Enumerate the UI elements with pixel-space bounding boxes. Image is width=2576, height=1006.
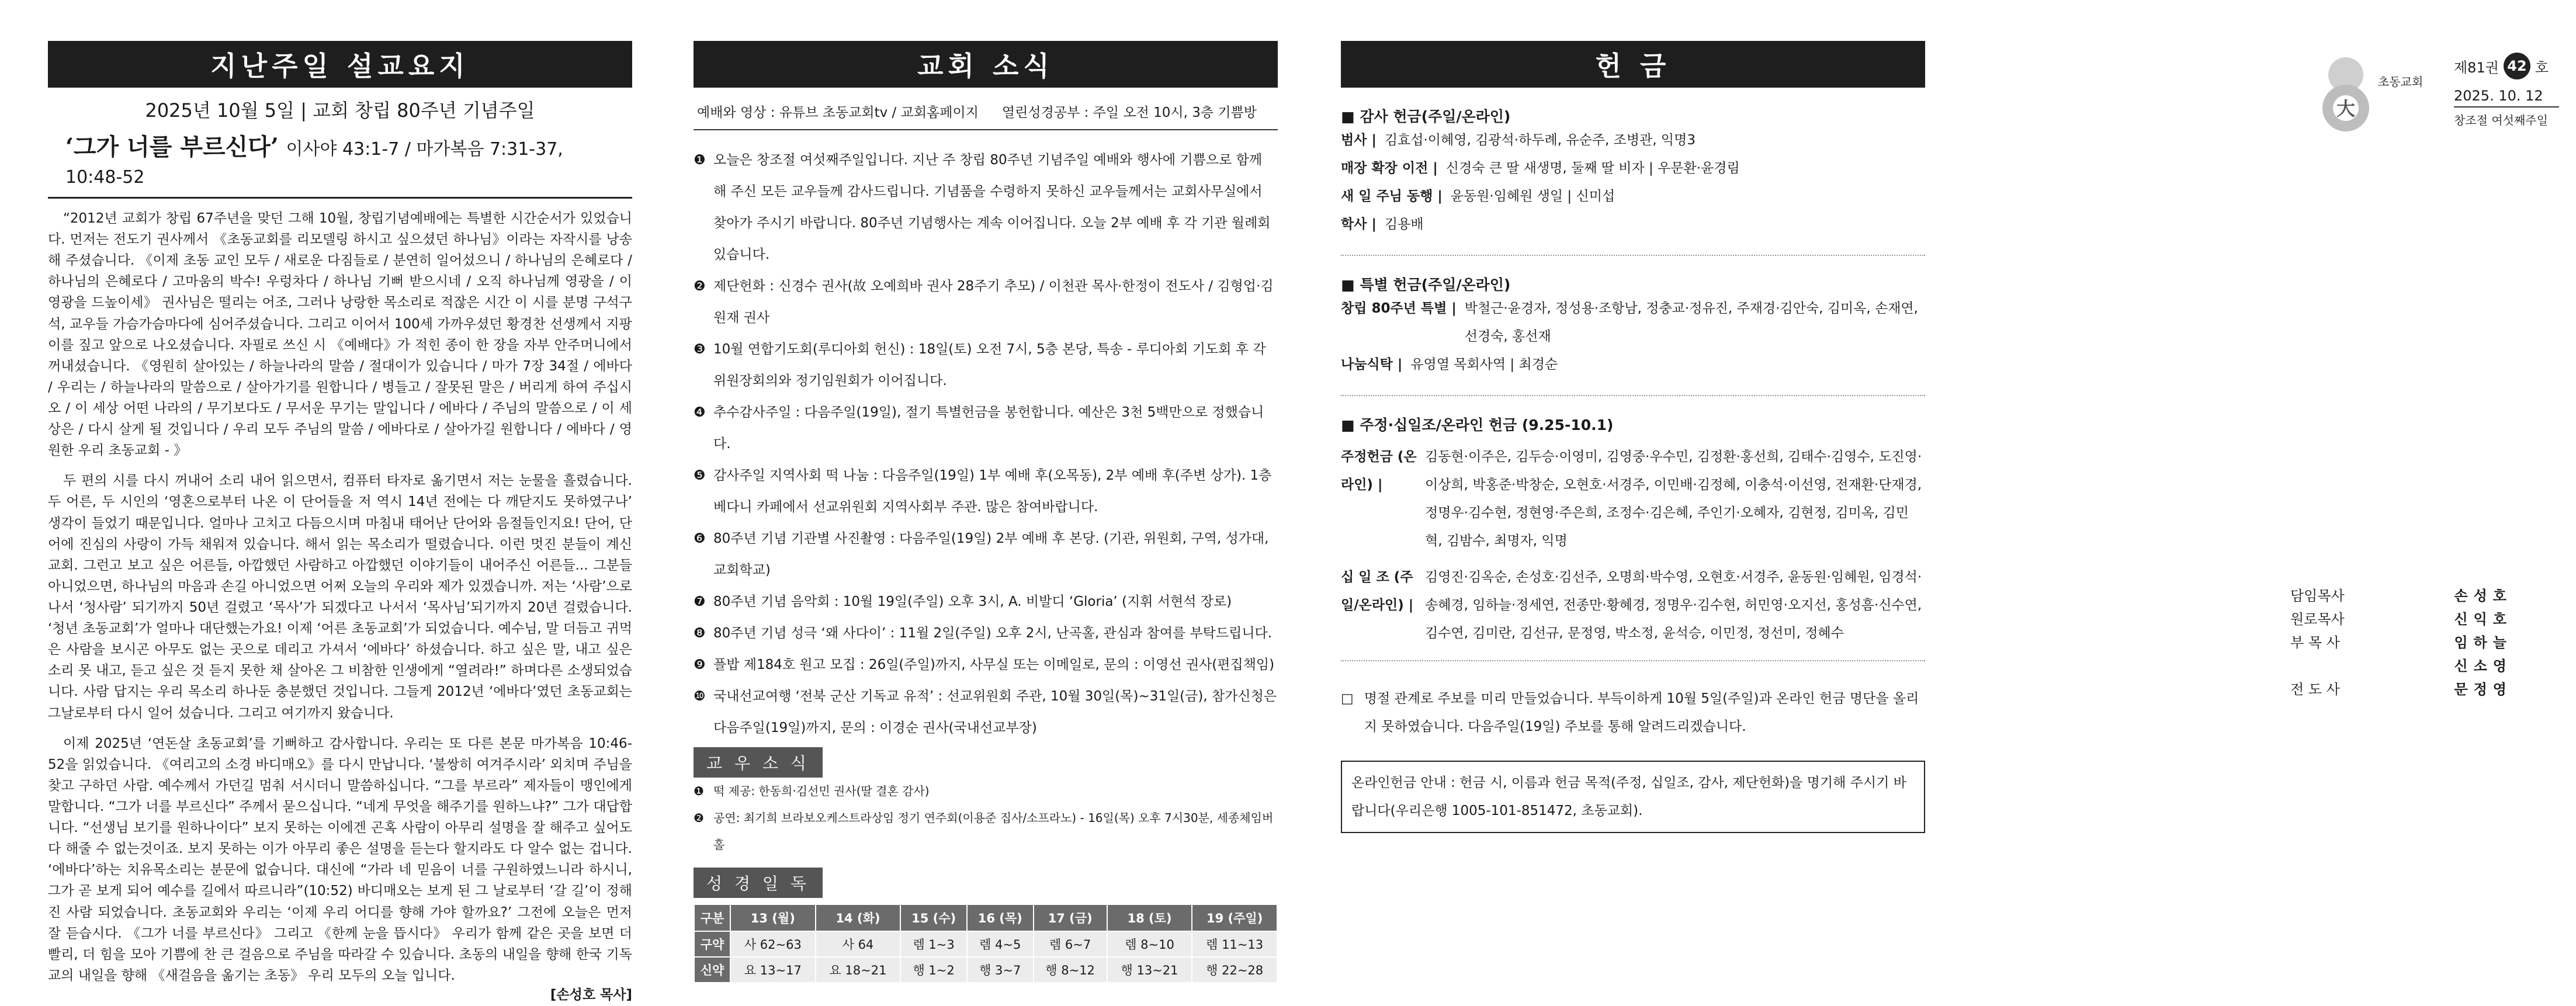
issue-date: 2025. 10. 12	[2454, 88, 2559, 107]
offering-label: 나눔식탁 |	[1341, 357, 1403, 372]
sermon-paragraph: 이제 2025년 ‘연돈살 초동교회’를 기뻐하고 감사합니다. 우리는 또 다른 본문 마가복음 10:46-52을 읽었습니다. 《여리고의 소경 바디매오》를 다시 만납니다. ‘불쌍히 여겨주시라’ 외치며 주님을 찾고 구하던 사람. 예수께서 가던길 멈춰 서시더니 말씀하십니다. “그를 부르라” 제자들이 맹인에게 말합니다. “그가 너를 부르신다” 주께서 묻으십니다. “네게 무엇을 해주기를 원하느냐?” 그가 대답합니다. “선생님 보기를 원하나이다” 보지 못하는 이에겐 곤혹 사람이 아무리 설명을 잘 해주고 싶어도 다 해줄 수 없는것이죠. 보지 못하는 이가 아무리 좋은 설명을 듣는다 할지라도 다 알수 없는 겁니다. ‘에바다’하는 치유목소리는 분문에 없습니다. 대신에 “가라 네 믿음이 너를 구원하였느니라 하시니, 그가 곧 보게 되어 예수를 길에서 따르니라”(10:52) 바디매오는 보게 된 그 날로부터 ‘갈 길’이 정해진 사람 되었습니다. 초동교회와 우리는 ‘이제 우리 어디를 향해 가야 할까요?’ 그전에 오늘은 먼저 잘 듣습시다. 《그가 너를 부르신다》 그리고 《한께 눈을 뜹시다》 우리가 함께 같은 곳을 보면 더 빨리, 더 힘을 모아 기쁨에 찬 큰 걸음으로 주님을 따라갈 수 있습니다. 초동의 내일을 향해 한국 기독교의 내일을 향해 《새걸음을 옮기는 초동》 우리 모두의 오늘 입니다.	[48, 736, 632, 983]
offering-row	[1341, 210, 1925, 238]
staff-name: 손성호	[2454, 588, 2512, 604]
church-name: 초동교회	[2378, 75, 2424, 89]
table-header-cell: 18 (토)	[1107, 904, 1192, 931]
news-item	[694, 618, 1278, 649]
sermon-header: 지난주일 설교요지	[48, 41, 632, 88]
staff-row	[2290, 631, 2512, 654]
staff-role: 전 도 사	[2290, 681, 2340, 698]
staff-row	[2290, 678, 2512, 701]
table-header-cell: 19 (주일)	[1192, 904, 1277, 931]
news-item	[694, 334, 1278, 397]
news-item	[694, 460, 1278, 523]
news-item	[694, 586, 1278, 618]
table-row	[694, 931, 1277, 957]
offering-row	[1341, 443, 1925, 555]
offering-names: 김효섭·이혜영, 김광석·하두례, 유순주, 조병관, 익명3	[1384, 133, 1696, 148]
worship-video-info: 예배와 영상 : 유튜브 초동교회tv / 교회홈페이지	[697, 105, 979, 120]
news-item	[694, 270, 1278, 334]
staff-row	[2290, 584, 2512, 608]
staff-list	[2290, 584, 2512, 701]
offering-label: 학사 |	[1341, 217, 1377, 232]
table-header-cell: 15 (수)	[900, 904, 967, 931]
member-news-number: ❷	[694, 811, 704, 825]
news-item-number: ❻	[694, 531, 706, 546]
offering-names: 김동현·이주은, 김두승·이영미, 김영중·우수민, 김정환·홍선희, 김태수·김영수, 도진영·이상희, 박홍준·박창순, 오현호·서경주, 이민배·김정혜, 이충석·이선영, 전재환·단재경, 정명우·김수현, 정현영·주은희, 조정수·김은혜, 주인기·오혜자, 김현정, 김미옥, 김민혁, 김밤수, 최명자, 익명	[1425, 449, 1922, 549]
staff-row	[2290, 608, 2512, 631]
news-list	[694, 144, 1278, 744]
tithe-offering-heading: ■ 주정·십일조/온라인 헌금 (9.25-10.1)	[1341, 417, 1614, 433]
offering-label: 새 일 주님 동행 |	[1341, 189, 1443, 204]
sermon-title	[48, 129, 632, 189]
offering-names: 김용배	[1384, 217, 1424, 232]
thanks-offering-list	[1341, 126, 1925, 238]
news-item-text: 감사주일 지역사회 떡 나눔 : 다음주일(19일) 1부 예배 후(오목동), 2부 예배 후(주변 상가). 1층 베다니 카페에서 선교위원회 지역사회부 주관. 많은 참여바랍니다.	[713, 468, 1272, 515]
volume: 제81권	[2454, 59, 2499, 76]
news-item-text: 제단헌화 : 신경수 권사(故 오예희바 권사 28주기 추모) / 이천관 목사·한정이 전도사 / 김형업·김원재 권사	[713, 279, 1274, 325]
news-item-number: ❺	[694, 468, 706, 483]
news-item-number: ❸	[694, 342, 706, 357]
table-cell: 행 13~21	[1107, 957, 1192, 983]
offering-label: 주정헌금 (온라인) |	[1341, 449, 1417, 492]
divider	[48, 197, 632, 199]
bible-study-info: 열린성경공부 : 주일 오전 10시, 3층 기쁨방	[1001, 105, 1257, 120]
offering-label: 창립 80주년 특별 |	[1341, 301, 1457, 316]
member-news-text: 떡 제공: 한동희·김선민 권사(딸 결혼 감사)	[713, 784, 930, 798]
tithe-offering-list	[1341, 443, 1925, 647]
table-cell: 렘 4~5	[967, 931, 1034, 957]
table-cell: 렘 6~7	[1034, 931, 1107, 957]
offering-row	[1341, 154, 1925, 182]
news-item-number: ❷	[694, 279, 706, 294]
news-item-text: 80주년 기념 기관별 사진촬영 : 다음주일(19일) 2부 예배 후 본당. (기관, 위원회, 구역, 성가대, 교회학교)	[713, 531, 1269, 578]
table-header-cell: 13 (월)	[730, 904, 816, 931]
news-item	[694, 681, 1278, 744]
special-offering-heading: ■ 특별 헌금(주일/온라인)	[1341, 276, 1511, 293]
liturgical-sunday: 창조절 여섯째주일	[2454, 113, 2548, 127]
sermon-paragraph: “2012년 교회가 창립 67주년을 맞던 그해 10월, 창립기념예배에는 특별한 시간순서가 있었습니다. 먼저는 전도기 권사께서 《초동교회를 리모델링 하시고 싶으셨던 하나님》이라는 자작시를 낭송해 주셨습니다. 《이제 초동 교인 모두 / 새로운 다짐들로 / 분연히 일어섰으니 / 하나님의 은혜로다 / 하나님의 은혜로다 / 고마움의 박수! 우렁차다 / 하나님 기뻐 받으시네 / 오직 하나님께 영광을 / 이 영광을 드높이세》 권사님은 떨리는 어조, 그러나 낭랑한 목소리로 적잖은 시간 이 시를 분명 구석구석, 교우들 가슴가슴마다에 심어주셨습니다. 그리고 이어서 100세 가까우셨던 황경찬 선생께서 지팡이를 짚고 앞으로 나오셨습니다. 자필로 쓰신 시 《예배다》가 적힌 종이 한 장을 자부 안주머니에서 꺼내셨습니다. 《영원히 살아있는 / 하늘나라의 말씀 / 절대이가 있습니다 / 마가 7장 34절 / 에바다 / 우리는 / 하늘나라의 말씀으로 / 살아가기를 원합니다 / 병들고 / 잘못된 말은 / 버리게 하여 주십시오 / 이 세상 어떤 나라의 / 무기보다도 / 무서운 무기는 말입니다 / 에바다 / 주님의 말씀으로 / 이 세상은 / 다시 살게 될 것입니다 / 우리 모두 주님의 말씀 / 에바다로 / 살아가길 원합니다 / 에바다 / 영원한 우리 초동교회 - 》	[48, 211, 632, 459]
offering-names: 김영진·김옥순, 손성호·김선주, 오명희·박수영, 오현호·서경주, 윤동원·임혜원, 임경석·송혜경, 임하늘·정세연, 전종만·황혜경, 정명우·김수현, 허민영·오지선, 홍성흠·신수연, 김수연, 김미란, 김선규, 문정영, 박소정, 윤석승, 이민정, 정선미, 정혜수	[1425, 570, 1922, 641]
members-news-list	[694, 778, 1278, 858]
offering-names: 박철근·윤경자, 정성용·조항남, 정충교·정유진, 주재경·김안숙, 김미옥, 손재연, 선경숙, 홍선재	[1464, 301, 1918, 344]
member-news-item	[694, 804, 1278, 858]
table-cell: 요 13~17	[730, 957, 816, 983]
table-header-cell: 16 (목)	[967, 904, 1034, 931]
sermon-signature: [손성호 목사]	[550, 987, 632, 1002]
news-item-text: 10월 연합기도회(루디아회 헌신) : 18일(토) 오전 7시, 5층 본당, 특송 - 루디아회 기도회 후 각 위원장회의와 정기임원회가 이어집니다.	[713, 342, 1266, 388]
news-item-text: 국내선교여행 ‘전북 군산 기독교 유적’ : 선교위원회 주관, 10월 30일(목)~31일(금), 참가신청은 다음주일(19일)까지, 문의 : 이경순 권사(국내선교부장)	[713, 689, 1277, 736]
staff-role: 원로목사	[2290, 611, 2345, 627]
divider	[1341, 395, 1925, 396]
table-cell: 렘 11~13	[1192, 931, 1277, 957]
news-item-text: 플밥 제184호 원고 모집 : 26일(주일)까지, 사무실 또는 이메일로, 문의 : 이영선 권사(편집책임)	[713, 657, 1275, 672]
table-cell: 렘 1~3	[900, 931, 967, 957]
sermon-column	[48, 41, 632, 1006]
bible-reading-header: 성 경 일 독	[694, 868, 823, 898]
news-item-number: ❶	[694, 152, 706, 168]
staff-name: 신소영	[2454, 658, 2512, 674]
issue-suffix: 호	[2535, 59, 2549, 76]
table-header-cell: 구분	[694, 904, 730, 931]
staff-role: 담임목사	[2290, 588, 2345, 604]
divider	[1341, 660, 1925, 661]
staff-name: 임하늘	[2454, 634, 2512, 651]
news-item-number: ❿	[694, 689, 706, 704]
offering-row	[1341, 563, 1925, 647]
member-news-item	[694, 778, 1278, 804]
svg-text:大: 大	[2336, 98, 2356, 120]
table-cell: 사 62~63	[730, 931, 816, 957]
bible-reading-table	[694, 904, 1278, 983]
staff-row	[2290, 654, 2512, 678]
news-info-line	[694, 88, 1278, 130]
table-row	[694, 957, 1277, 983]
table-cell: 요 18~21	[816, 957, 901, 983]
church-logo	[2314, 53, 2378, 134]
table-cell: 행 3~7	[967, 957, 1034, 983]
news-item-text: 80주년 기념 음악회 : 10월 19일(주일) 오후 3시, A. 비발디 ‘Gloria’ (지휘 서현석 장로)	[713, 594, 1232, 609]
news-item-number: ❾	[694, 657, 706, 672]
news-item	[694, 523, 1278, 586]
offering-row	[1341, 126, 1925, 154]
offering-row	[1341, 182, 1925, 210]
sermon-paragraph: 두 편의 시를 다시 꺼내어 소리 내어 읽으면서, 컴퓨터 타자로 옮기면서 저는 눈물을 흘렸습니다. 두 어른, 두 시인의 ‘영혼으로부터 나온 이 단어들을 저 역시 14년 전에는 다 깨닫지도 못하였구나’ 생각이 들었기 때문입니다. 얼마나 고치고 다듬으시며 마침내 태어난 단어와 음절들인지요! 단어, 단어에 진심의 사랑이 가득 채워져 있습니다. 해서 읽는 목소리가 떨렸습니다. 이런 멋진 분들이 계신 교회. 그런고 보고 싶은 어른들, 아깝했던 사람하고 아깝했던 이야기들이 내어주신 어른들... 그분들 아니었으면, 하나님의 마음과 손길 아니었으면 어쩌 오늘의 우리와 제가 있겠습니까. 저는 ‘사람’으로 나서 ‘청사람’ 되기까지 50년 걸렸고 ‘목사’가 되겠다고 나서서 ‘목사님’되기까지 20년 걸렸습니다. ‘청년 초동교회’가 얼마나 대단했는가요! 이제 ‘어른 초동교회’가 되었습니다. 예수님, 말 더듬고 귀먹은 사람을 보시곤 아무도 없는 곳으로 데리고 가셔서 ‘에바다’ 하셨습니다. 하고 싶은 말, 내고 싶은 소리 못 내고, 듣고 싶은 것 듣지 못한 채 살아온 그 비참한 인생에게 “열려라!” 하며다른 소생되었습니다. 사람 답지는 우리 목소리 하나둔 충분했던 것입니다. 그들게 2012년 ‘에바다’였던 초동교회는 그날로부터 다시 일어 섰습니다. 그리고 여기까지 왔습니다.	[48, 473, 633, 721]
staff-name: 신익호	[2454, 611, 2512, 627]
offering-label: 매장 확장 이전 |	[1341, 161, 1438, 176]
notice-box-icon: □	[1341, 691, 1354, 706]
news-item-text: 80주년 기념 성극 ‘왜 사다이’ : 11월 2일(주일) 오후 2시, 난곡홀, 관심과 참여를 부탁드립니다.	[713, 626, 1273, 641]
notice-text: 명절 관계로 주보를 미리 만들었습니다. 부득이하게 10월 5일(주일)과 온라인 헌금 명단을 올리지 못하였습니다. 다음주일(19일) 주보를 통해 알려드리겠습니다.	[1364, 691, 1919, 734]
offering-names: 윤동원·임혜원 생일 | 신미섭	[1450, 189, 1615, 204]
table-cell: 행 8~12	[1034, 957, 1107, 983]
offering-row	[1341, 351, 1925, 379]
news-header: 교회 소식	[694, 41, 1278, 88]
table-cell: 사 64	[816, 931, 901, 957]
issue-number: 42	[2504, 53, 2530, 79]
news-item-text: 추수감사주일 : 다음주일(19일), 절기 특별헌금을 봉헌합니다. 예산은 3천 5백만으로 정했습니다.	[713, 405, 1264, 452]
news-item-number: ❹	[694, 405, 706, 420]
table-cell: 신약	[694, 957, 730, 983]
table-cell: 구약	[694, 931, 730, 957]
offering-label: 십 일 조 (주일/온라인) |	[1341, 570, 1414, 613]
news-item	[694, 649, 1278, 681]
table-header-row	[694, 904, 1277, 931]
offering-names: 신경숙 큰 딸 새생명, 둘째 딸 비자 | 우문환·윤경림	[1445, 161, 1740, 176]
member-news-text: 공연: 최기희 브라보오케스트라상임 정기 연주회(이용준 집사/소프라노) - 16일(목) 오후 7시30분, 세종체임버홀	[713, 811, 1274, 852]
member-news-number: ❶	[694, 784, 704, 798]
sermon-title-text: ‘그가 너를 부르신다’	[65, 133, 279, 161]
table-cell: 렘 8~10	[1107, 931, 1192, 957]
sermon-scripture: 이사야 43:1-7 / 마가복음 7:31-37, 10:48-52	[65, 139, 563, 188]
special-offering-list	[1341, 294, 1925, 379]
offering-row	[1341, 294, 1925, 351]
offering-column	[1341, 41, 1925, 833]
offering-header: 헌 금	[1341, 41, 1925, 88]
news-item	[694, 397, 1278, 460]
members-news-header: 교 우 소 식	[694, 747, 823, 778]
sermon-date: 2025년 10월 5일 | 교회 창립 80주년 기념주일	[145, 99, 535, 122]
news-item-number: ❽	[694, 626, 706, 641]
divider	[1341, 255, 1925, 256]
online-offering-box: 온라인헌금 안내 : 헌금 시, 이름과 헌금 목적(주정, 십일조, 감사, 제단헌화)을 명기해 주시기 바랍니다(우리은행 1005-101-851472, 초동교회).	[1341, 761, 1925, 833]
offering-label: 범사 |	[1341, 133, 1377, 148]
news-item-text: 오늘은 창조절 여섯째주일입니다. 지난 주 창립 80주년 기념주일 예배와 행사에 기쁨으로 함께 해 주신 모든 교우들께 감사드립니다. 기념품을 수령하지 못하신 교우들께서는 교회사무실에서 찾아가 주시기 바랍니다. 80주년 기념행사는 계속 이어집니다. 오늘 2부 예배 후 각 기관 월례회 있습니다.	[713, 152, 1271, 262]
news-item-number: ❼	[694, 594, 706, 609]
staff-role: 부 목 사	[2290, 634, 2340, 651]
offering-names: 유영열 목회사역 | 최경순	[1410, 357, 1558, 372]
table-cell: 행 1~2	[900, 957, 967, 983]
news-column	[694, 41, 1278, 983]
table-cell: 행 22~28	[1192, 957, 1277, 983]
news-item	[694, 144, 1278, 270]
volume-issue	[2454, 53, 2549, 79]
offering-notice	[1341, 685, 1925, 741]
table-header-cell: 14 (화)	[816, 904, 901, 931]
staff-name: 문정영	[2454, 681, 2512, 698]
thanks-offering-heading: ■ 감사 헌금(주일/온라인)	[1341, 108, 1511, 125]
table-header-cell: 17 (금)	[1034, 904, 1107, 931]
